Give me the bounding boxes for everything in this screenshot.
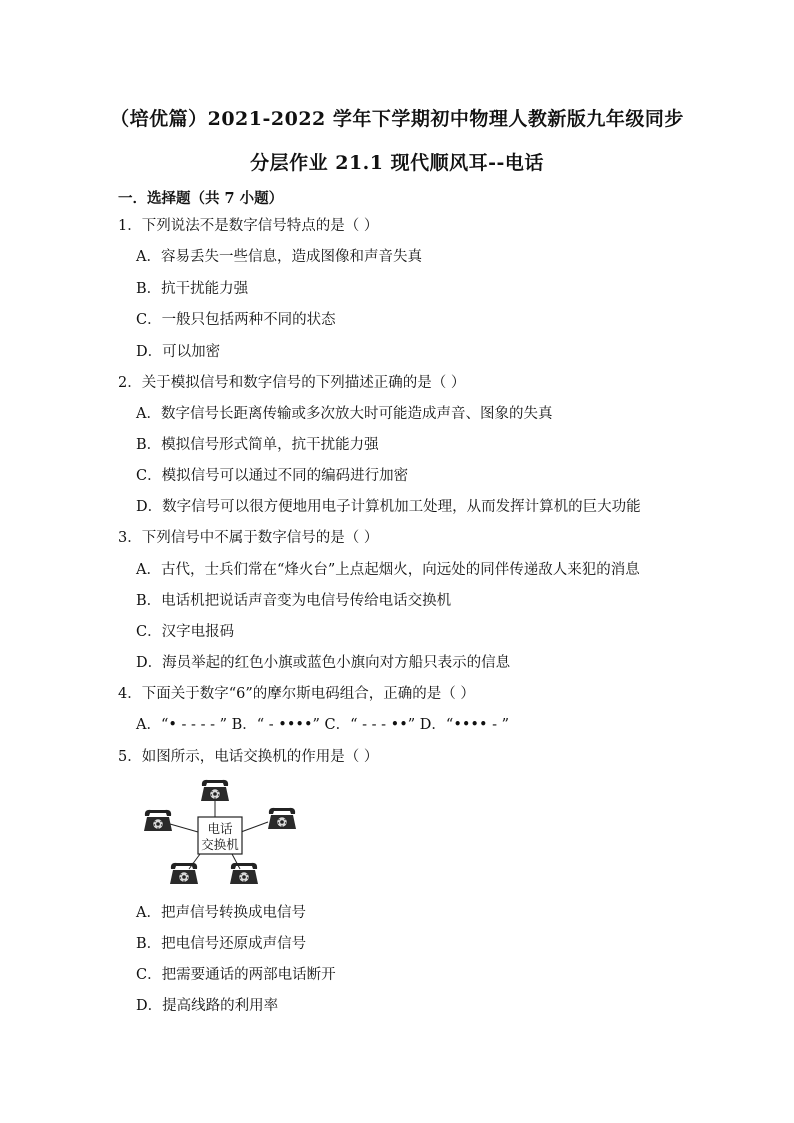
title-line-1: （培优篇）2021-2022 学年下学期初中物理人教新版九年级同步 [110, 108, 684, 130]
question-2-option-d: D．数字信号可以很方便地用电子计算机加工处理，从而发挥计算机的巨大功能 [136, 499, 641, 515]
section-heading: 一．选择题（共 7 小题） [118, 190, 284, 207]
question-2-option-b: B．模拟信号形式简单，抗干扰能力强 [136, 437, 379, 453]
question-2-option-a: A．数字信号长距离传输或多次放大时可能造成声音、图象的失真 [136, 406, 553, 422]
question-2-stem: 2．关于模拟信号和数字信号的下列描述正确的是（ ） [118, 375, 466, 391]
question-5-option-c: C．把需要通话的两部电话断开 [136, 967, 336, 983]
exchange-label-line1: 电话 [207, 821, 233, 836]
question-1-option-d: D．可以加密 [136, 344, 221, 360]
telephone-exchange-diagram [134, 778, 314, 893]
telephone-icon [268, 808, 296, 829]
question-3-option-b: B．电话机把说话声音变为电信号传给电话交换机 [136, 593, 452, 609]
telephone-icon [170, 863, 198, 884]
question-1-option-c: C．一般只包括两种不同的状态 [136, 312, 336, 328]
question-4-options: A．“• - - - - ” B．“ - ••••” C．“ - - - ••” D．“•••• - ” [136, 717, 510, 733]
question-3-stem: 3．下列信号中不属于数字信号的是（ ） [118, 530, 379, 546]
question-2-option-c: C．模拟信号可以通过不同的编码进行加密 [136, 468, 409, 484]
question-5-option-d: D．提高线路的利用率 [136, 998, 279, 1014]
question-1-stem: 1．下列说法不是数字信号特点的是（ ） [118, 218, 379, 234]
question-1-option-a: A．容易丢失一些信息，造成图像和声音失真 [136, 249, 422, 265]
telephone-icon [230, 863, 258, 884]
title-line-2: 分层作业 21.1 现代顺风耳--电话 [250, 152, 544, 174]
question-5-option-a: A．把声信号转换成电信号 [136, 905, 306, 921]
question-1-option-b: B．抗干扰能力强 [136, 281, 249, 297]
question-4-stem: 4．下面关于数字“6”的摩尔斯电码组合，正确的是（ ） [118, 686, 475, 702]
question-3-option-d: D．海员举起的红色小旗或蓝色小旗向对方船只表示的信息 [136, 655, 511, 671]
exchange-label-line2: 交换机 [201, 837, 239, 852]
question-3-option-a: A．古代，士兵们常在“烽火台”上点起烟火，向远处的同伴传递敌人来犯的消息 [136, 562, 640, 578]
question-3-option-c: C．汉字电报码 [136, 624, 235, 640]
question-5-option-b: B．把电信号还原成声信号 [136, 936, 307, 952]
question-5-stem: 5．如图所示，电话交换机的作用是（ ） [118, 749, 379, 765]
telephone-icon [144, 810, 172, 831]
telephone-icon [201, 780, 229, 801]
